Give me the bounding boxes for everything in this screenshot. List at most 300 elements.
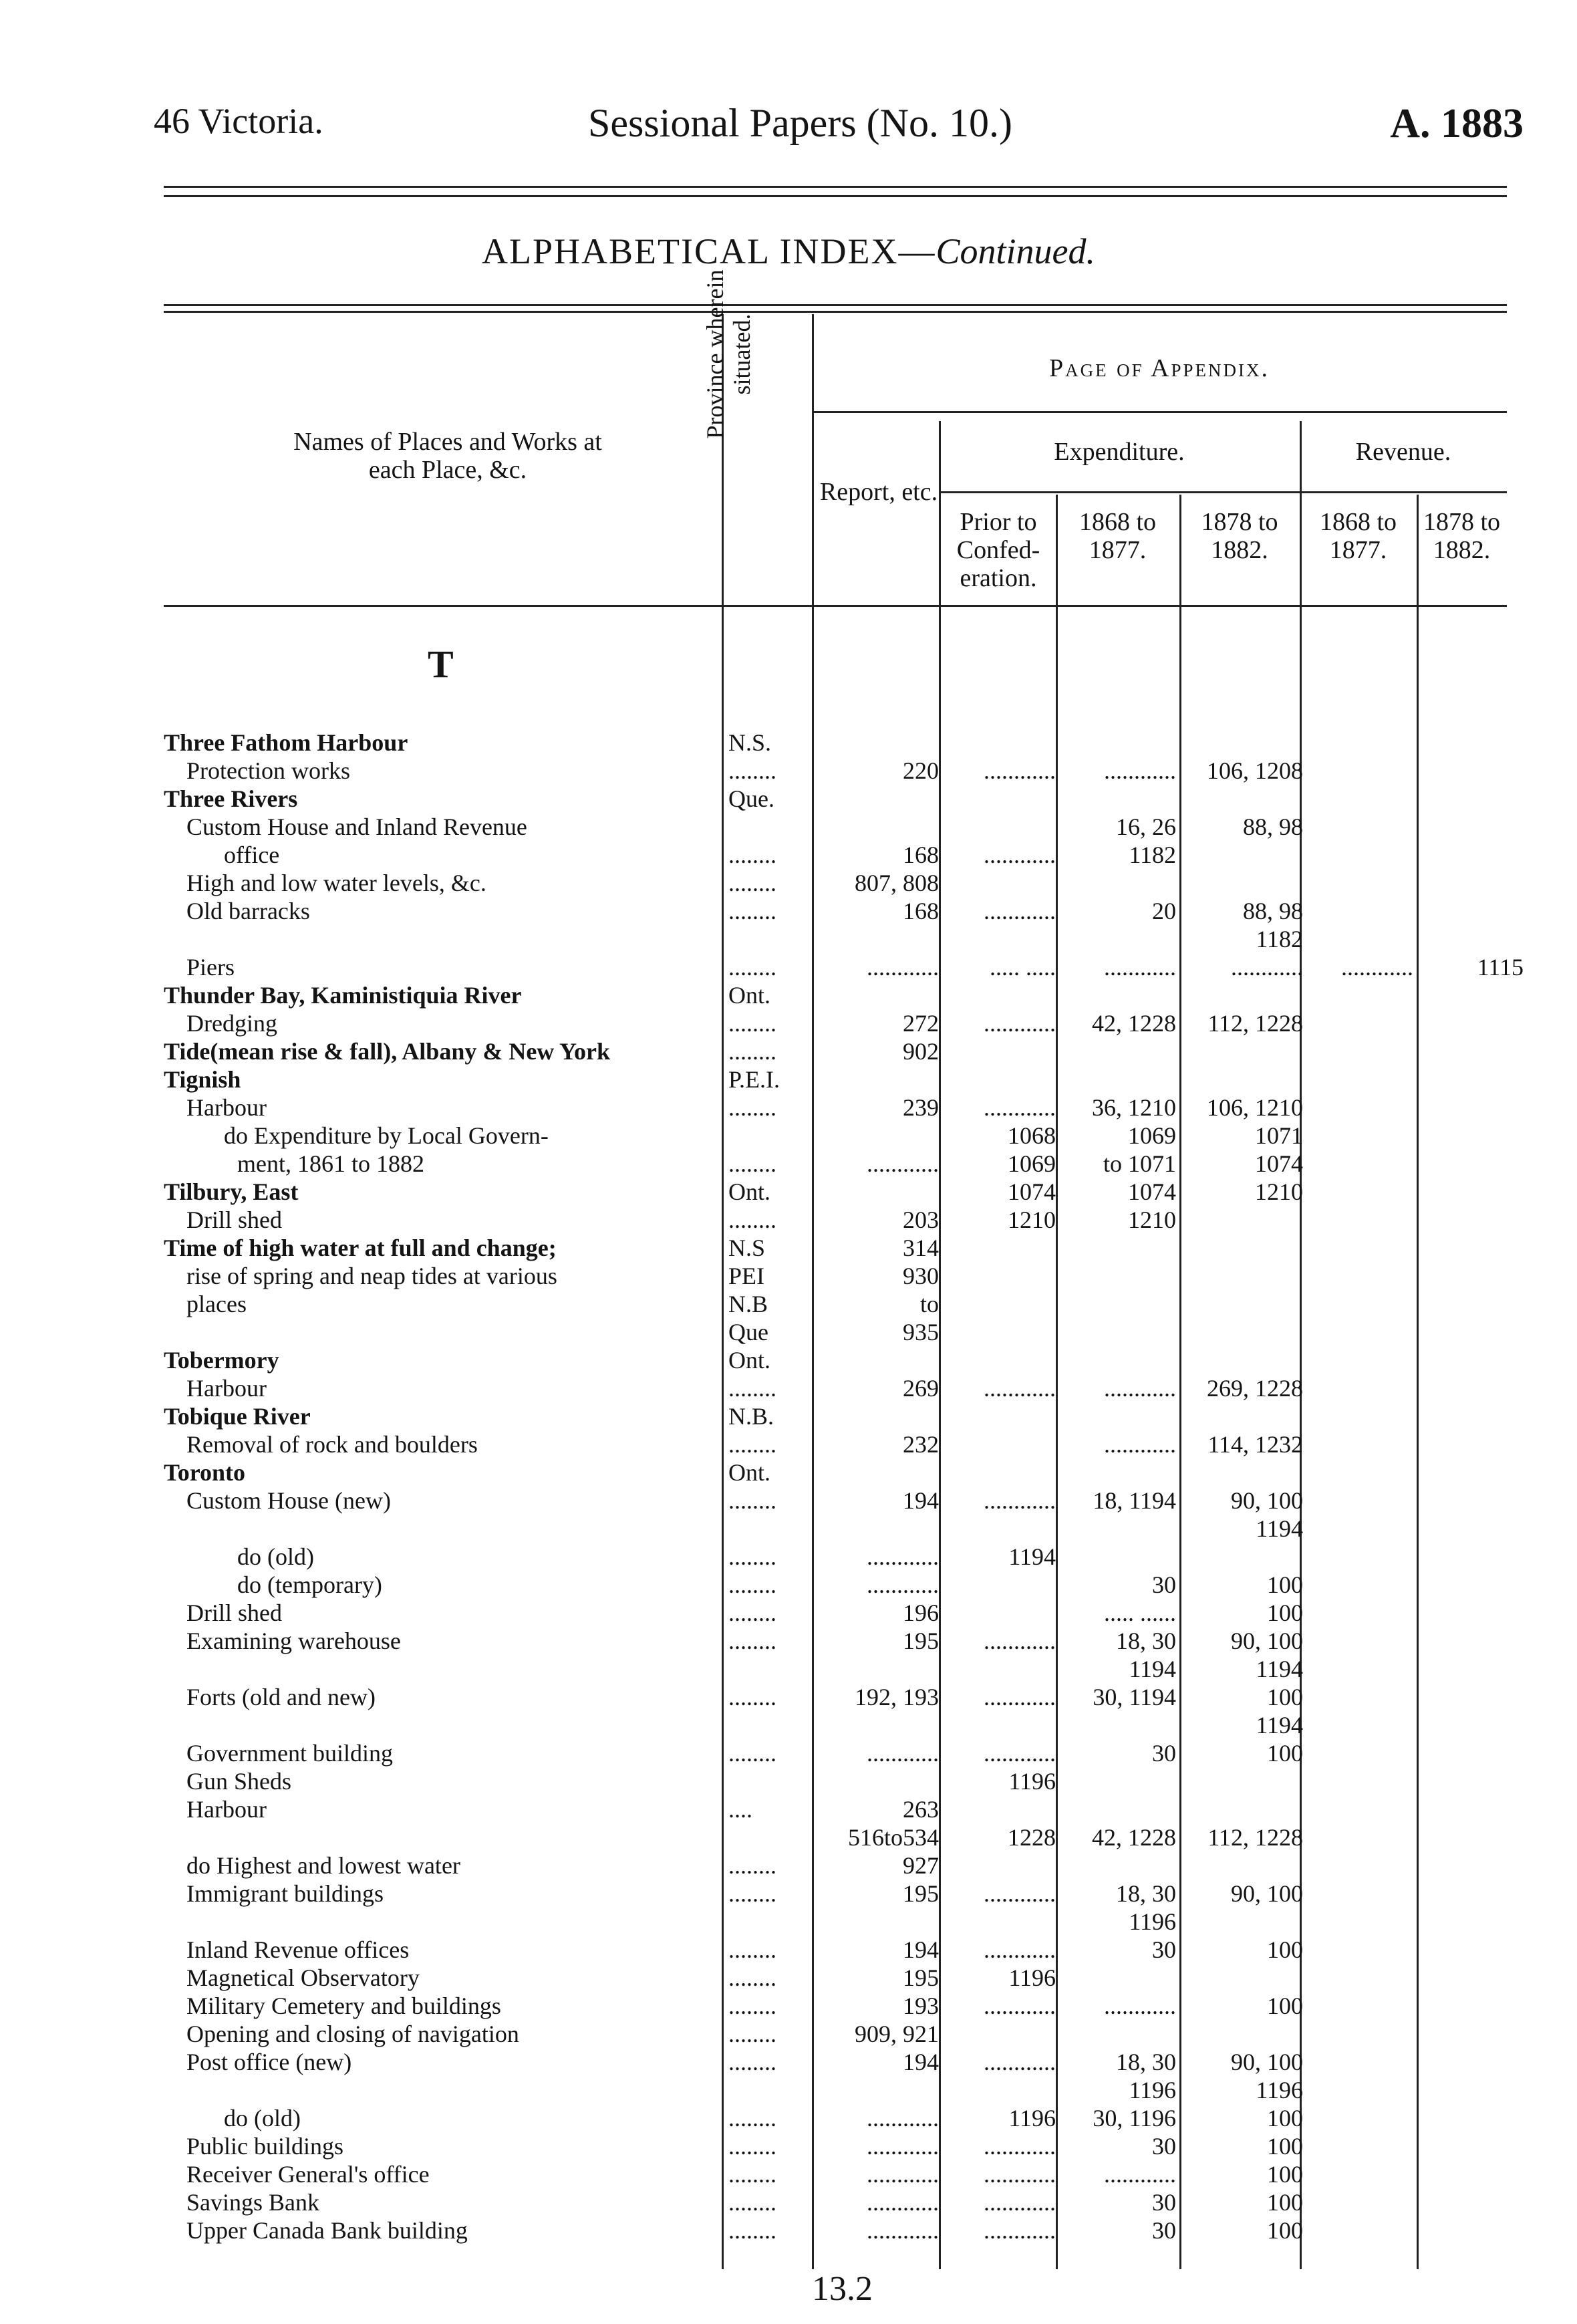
index-row bbox=[0, 841, 1577, 869]
prior-page-cell: 1196 bbox=[1008, 2105, 1056, 2132]
province-cell: ........ bbox=[728, 1880, 776, 1907]
province-cell: ........ bbox=[728, 1487, 776, 1514]
prior-page-cell: ............ bbox=[984, 898, 1056, 924]
entry-name: Government building bbox=[186, 1740, 393, 1767]
expenditure-1878-cell: 1194 bbox=[1256, 1712, 1303, 1738]
province-cell: ........ bbox=[728, 1543, 776, 1570]
province-cell: ........ bbox=[728, 1431, 776, 1458]
expenditure-1878-cell: ............ bbox=[1231, 954, 1303, 981]
expenditure-1878-cell: 1196 bbox=[1256, 2077, 1303, 2103]
province-cell: ........ bbox=[728, 2161, 776, 2188]
province-cell: ........ bbox=[728, 2217, 776, 2244]
entry-name: Forts (old and new) bbox=[186, 1684, 376, 1710]
expenditure-1868-cell: ............ bbox=[1104, 757, 1176, 784]
province-cell: N.S. bbox=[728, 729, 772, 756]
expenditure-1878-cell: 90, 100 bbox=[1231, 1628, 1303, 1654]
entry-name: Military Cemetery and buildings bbox=[186, 1992, 501, 2019]
report-page-cell: 192, 193 bbox=[855, 1684, 939, 1710]
index-row bbox=[0, 1599, 1577, 1627]
entry-name: Drill shed bbox=[186, 1206, 282, 1233]
expenditure-1878-cell: 90, 100 bbox=[1231, 2049, 1303, 2075]
entry-name: do Highest and lowest water bbox=[186, 1852, 460, 1879]
expenditure-1878-cell: 112, 1228 bbox=[1207, 1824, 1303, 1851]
index-title bbox=[0, 231, 1577, 272]
expenditure-1868-cell: 42, 1228 bbox=[1092, 1010, 1176, 1037]
province-cell: P.E.I. bbox=[728, 1066, 780, 1093]
index-row bbox=[0, 1487, 1577, 1515]
index-row bbox=[0, 925, 1577, 953]
table-rule-top-2 bbox=[164, 311, 1507, 313]
report-page-cell: 516to534 bbox=[847, 1824, 939, 1851]
report-page-cell: 239 bbox=[903, 1094, 939, 1121]
prior-page-cell: 1196 bbox=[1008, 1964, 1056, 1991]
index-row bbox=[0, 1402, 1577, 1430]
expenditure-1868-cell: 18, 30 bbox=[1116, 1880, 1176, 1907]
index-row bbox=[0, 869, 1577, 897]
expenditure-1878-cell: 112, 1228 bbox=[1207, 1010, 1303, 1037]
index-row bbox=[0, 2132, 1577, 2160]
report-page-cell: ............ bbox=[867, 1150, 939, 1177]
prior-page-cell: ............ bbox=[984, 1992, 1056, 2019]
entry-name: Tobermory bbox=[164, 1347, 279, 1374]
entry-name: Three Rivers bbox=[164, 785, 298, 812]
expenditure-1878-cell: 100 bbox=[1267, 1684, 1303, 1710]
report-page-cell: ............ bbox=[867, 2133, 939, 2160]
index-row bbox=[0, 1543, 1577, 1571]
report-page-cell: 232 bbox=[903, 1431, 939, 1458]
index-row bbox=[0, 1290, 1577, 1318]
prior-page-cell: ............ bbox=[984, 1628, 1056, 1654]
province-cell: ........ bbox=[728, 1964, 776, 1991]
expenditure-1878-cell: 100 bbox=[1267, 1936, 1303, 1963]
entry-name: Thunder Bay, Kaministiquia River bbox=[164, 982, 522, 1009]
report-page-cell: 168 bbox=[903, 842, 939, 868]
province-cell: ........ bbox=[728, 1094, 776, 1121]
expenditure-1878-cell: 100 bbox=[1267, 2105, 1303, 2132]
province-cell: ........ bbox=[728, 1206, 776, 1233]
index-row bbox=[0, 1178, 1577, 1206]
entry-name: Harbour bbox=[186, 1094, 267, 1121]
index-row bbox=[0, 785, 1577, 813]
expenditure-1868-cell: 18, 1194 bbox=[1093, 1487, 1176, 1514]
expenditure-1878-cell: 100 bbox=[1267, 1599, 1303, 1626]
col-province-header: Province wherein situated. bbox=[702, 269, 755, 439]
expenditure-1878-cell: 269, 1228 bbox=[1207, 1375, 1303, 1402]
province-cell: ........ bbox=[728, 1038, 776, 1065]
report-page-cell: 272 bbox=[903, 1010, 939, 1037]
expenditure-1868-cell: 30, 1194 bbox=[1093, 1684, 1176, 1710]
col-report-header: Report, etc. bbox=[819, 478, 938, 506]
index-row bbox=[0, 1992, 1577, 2020]
expenditure-1878-cell: 106, 1210 bbox=[1207, 1094, 1303, 1121]
entry-name: do (temporary) bbox=[237, 1571, 382, 1598]
entry-name: Old barracks bbox=[186, 898, 310, 924]
prior-page-cell: ............ bbox=[984, 1010, 1056, 1037]
province-cell: ........ bbox=[728, 1740, 776, 1767]
header-rule-bottom bbox=[164, 195, 1507, 197]
entry-name: Tilbury, East bbox=[164, 1178, 299, 1205]
prior-page-cell: ............ bbox=[984, 1740, 1056, 1767]
index-row bbox=[0, 1458, 1577, 1487]
entry-name: Drill shed bbox=[186, 1599, 282, 1626]
expenditure-1878-cell: 1194 bbox=[1256, 1515, 1303, 1542]
revenue-1878-cell: 1115 bbox=[1477, 954, 1524, 981]
entry-name: Upper Canada Bank building bbox=[186, 2217, 468, 2244]
report-page-cell: 930 bbox=[903, 1263, 939, 1289]
col-page-of-appendix-header: Page of Appendix. bbox=[1049, 354, 1270, 382]
entry-name: ment, 1861 to 1882 bbox=[237, 1150, 424, 1177]
index-row bbox=[0, 1683, 1577, 1711]
province-cell: Ont. bbox=[728, 982, 770, 1009]
expenditure-1868-cell: 30 bbox=[1152, 2217, 1176, 2244]
index-row bbox=[0, 1908, 1577, 1936]
report-page-cell: 194 bbox=[903, 2049, 939, 2075]
entry-name: office bbox=[224, 842, 280, 868]
index-row bbox=[0, 1964, 1577, 1992]
expenditure-1878-cell: 1071 bbox=[1255, 1122, 1303, 1149]
prior-page-cell: ............ bbox=[984, 2217, 1056, 2244]
entry-name: Immigrant buildings bbox=[186, 1880, 384, 1907]
col-e1868-header: 1868 to 1877. bbox=[1079, 508, 1157, 564]
expenditure-1878-cell: 106, 1208 bbox=[1207, 757, 1303, 784]
index-row bbox=[0, 1093, 1577, 1122]
expenditure-1868-cell: ............ bbox=[1104, 954, 1176, 981]
entry-name: Piers bbox=[186, 954, 235, 981]
report-page-cell: 196 bbox=[903, 1599, 939, 1626]
expenditure-1868-cell: 1182 bbox=[1129, 842, 1176, 868]
index-row bbox=[0, 1571, 1577, 1599]
table-rule-top bbox=[164, 304, 1507, 306]
index-title-continued: Continued. bbox=[936, 231, 1095, 271]
prior-page-cell: 1068 bbox=[1008, 1122, 1056, 1149]
index-row bbox=[0, 1767, 1577, 1795]
entry-name: Harbour bbox=[186, 1796, 267, 1823]
prior-page-cell: 1074 bbox=[1008, 1178, 1056, 1205]
expenditure-1868-cell: 20 bbox=[1152, 898, 1176, 924]
expenditure-1868-cell: 1196 bbox=[1129, 1908, 1176, 1935]
prior-page-cell: ............ bbox=[984, 757, 1056, 784]
expenditure-1878-cell: 88, 98 bbox=[1243, 898, 1303, 924]
report-page-cell: ............ bbox=[867, 1571, 939, 1598]
entry-name: Magnetical Observatory bbox=[186, 1964, 420, 1991]
index-row bbox=[0, 1515, 1577, 1543]
province-cell: Que. bbox=[728, 785, 774, 812]
col-revenue-header: Revenue. bbox=[1355, 438, 1451, 466]
col-expenditure-header: Expenditure. bbox=[1054, 438, 1185, 466]
col-e1878-header: 1878 to 1882. bbox=[1201, 508, 1278, 564]
report-page-cell: ............ bbox=[867, 954, 939, 981]
entry-name: Tide(mean rise & fall), Albany & New York bbox=[164, 1038, 610, 1065]
expenditure-1868-cell: 16, 26 bbox=[1116, 813, 1176, 840]
expenditure-1868-cell: to 1071 bbox=[1103, 1150, 1176, 1177]
index-row bbox=[0, 1150, 1577, 1178]
province-cell: Que bbox=[728, 1319, 768, 1345]
index-row bbox=[0, 1262, 1577, 1290]
prior-page-cell: 1210 bbox=[1008, 1206, 1056, 1233]
report-page-cell: ............ bbox=[867, 2161, 939, 2188]
index-row bbox=[0, 757, 1577, 785]
expenditure-1868-cell: ............ bbox=[1104, 1431, 1176, 1458]
report-page-cell: 203 bbox=[903, 1206, 939, 1233]
page-footer-number: 13.2 bbox=[812, 2270, 873, 2308]
col-names-header: Names of Places and Works at each Place, &c. bbox=[293, 428, 602, 484]
expenditure-1868-cell: ..... ...... bbox=[1104, 1599, 1176, 1626]
index-row bbox=[0, 2076, 1577, 2104]
col-prior-header: Prior to Confed- eration. bbox=[956, 508, 1040, 592]
province-cell: Ont. bbox=[728, 1347, 770, 1374]
prior-page-cell: ............ bbox=[984, 1487, 1056, 1514]
expenditure-1878-cell: 100 bbox=[1267, 2217, 1303, 2244]
report-page-cell: 269 bbox=[903, 1375, 939, 1402]
report-page-cell: ............ bbox=[867, 2189, 939, 2216]
report-page-cell: 927 bbox=[903, 1852, 939, 1879]
expenditure-1878-cell: 90, 100 bbox=[1231, 1487, 1303, 1514]
report-page-cell: 935 bbox=[903, 1319, 939, 1345]
entry-name: Time of high water at full and change; bbox=[164, 1235, 557, 1261]
prior-page-cell: 1194 bbox=[1008, 1543, 1056, 1570]
report-page-cell: 195 bbox=[903, 1880, 939, 1907]
expenditure-1868-cell: 30 bbox=[1152, 2133, 1176, 2160]
province-cell: ........ bbox=[728, 1150, 776, 1177]
expenditure-1868-cell: 36, 1210 bbox=[1092, 1094, 1176, 1121]
header-year: A. 1883 bbox=[1390, 101, 1524, 146]
index-row bbox=[0, 1009, 1577, 1037]
province-cell: ........ bbox=[728, 870, 776, 896]
report-page-cell: ............ bbox=[867, 2105, 939, 2132]
province-cell: .... bbox=[728, 1796, 752, 1823]
report-page-cell: to bbox=[919, 1291, 939, 1317]
index-row bbox=[0, 2104, 1577, 2132]
province-cell: ........ bbox=[728, 1375, 776, 1402]
index-row bbox=[0, 2048, 1577, 2076]
province-cell: N.S bbox=[728, 1235, 766, 1261]
index-row bbox=[0, 1374, 1577, 1402]
entry-name: Gun Sheds bbox=[186, 1768, 292, 1795]
entry-name: Custom House and Inland Revenue bbox=[186, 813, 527, 840]
expenditure-1868-cell: 1074 bbox=[1128, 1178, 1176, 1205]
province-cell: ........ bbox=[728, 898, 776, 924]
prior-page-cell: ............ bbox=[984, 2189, 1056, 2216]
index-row bbox=[0, 2216, 1577, 2244]
expenditure-1878-cell: 100 bbox=[1267, 2133, 1303, 2160]
prior-page-cell: ............ bbox=[984, 2133, 1056, 2160]
prior-page-cell: ............ bbox=[984, 1375, 1056, 1402]
expenditure-1868-cell: 30, 1196 bbox=[1093, 2105, 1176, 2132]
expenditure-1868-cell: 1210 bbox=[1128, 1206, 1176, 1233]
index-row bbox=[0, 1037, 1577, 1065]
province-cell: ........ bbox=[728, 1628, 776, 1654]
expenditure-1868-cell: 42, 1228 bbox=[1092, 1824, 1176, 1851]
entry-name: places bbox=[186, 1291, 247, 1317]
report-page-cell: 194 bbox=[903, 1487, 939, 1514]
index-row bbox=[0, 2020, 1577, 2048]
index-row bbox=[0, 1795, 1577, 1823]
index-row bbox=[0, 1739, 1577, 1767]
index-row bbox=[0, 1936, 1577, 1964]
index-row bbox=[0, 1206, 1577, 1234]
index-row bbox=[0, 1122, 1577, 1150]
province-cell: ........ bbox=[728, 1010, 776, 1037]
header-rule-top bbox=[164, 186, 1507, 188]
entry-name: Removal of rock and boulders bbox=[186, 1431, 478, 1458]
report-page-cell: 220 bbox=[903, 757, 939, 784]
entry-name: High and low water levels, &c. bbox=[186, 870, 486, 896]
expenditure-1878-cell: 100 bbox=[1267, 2161, 1303, 2188]
prior-page-cell: ............ bbox=[984, 1094, 1056, 1121]
header-session: 46 Victoria. bbox=[154, 101, 323, 141]
index-row bbox=[0, 1318, 1577, 1346]
entry-name: do (old) bbox=[237, 1543, 314, 1570]
entry-name: Tobique River bbox=[164, 1403, 311, 1430]
province-cell: Ont. bbox=[728, 1178, 770, 1205]
expenditure-1868-cell: 30 bbox=[1152, 1740, 1176, 1767]
entry-name: Inland Revenue offices bbox=[186, 1936, 410, 1963]
expenditure-1868-cell: 1069 bbox=[1128, 1122, 1176, 1149]
report-page-cell: ............ bbox=[867, 2217, 939, 2244]
province-cell: ........ bbox=[728, 2189, 776, 2216]
index-row bbox=[0, 2188, 1577, 2216]
expenditure-1878-cell: 1074 bbox=[1255, 1150, 1303, 1177]
expenditure-1878-cell: 100 bbox=[1267, 2189, 1303, 2216]
report-page-cell: 194 bbox=[903, 1936, 939, 1963]
province-cell: ........ bbox=[728, 757, 776, 784]
index-row bbox=[0, 981, 1577, 1009]
expenditure-1868-cell: 30 bbox=[1152, 2189, 1176, 2216]
page-header bbox=[154, 100, 1524, 154]
index-row bbox=[0, 1430, 1577, 1458]
index-row bbox=[0, 1851, 1577, 1880]
expenditure-rule bbox=[939, 491, 1507, 493]
report-page-cell: ............ bbox=[867, 1543, 939, 1570]
report-page-cell: 168 bbox=[903, 898, 939, 924]
col-r1868-header: 1868 to 1877. bbox=[1319, 508, 1397, 564]
prior-page-cell: 1069 bbox=[1008, 1150, 1056, 1177]
province-cell: ........ bbox=[728, 954, 776, 981]
entry-name: Opening and closing of navigation bbox=[186, 2021, 519, 2047]
prior-page-cell: ............ bbox=[984, 2161, 1056, 2188]
expenditure-1878-cell: 1194 bbox=[1256, 1656, 1303, 1682]
prior-page-cell: ............ bbox=[984, 2049, 1056, 2075]
expenditure-1868-cell: 18, 30 bbox=[1116, 1628, 1176, 1654]
expenditure-1878-cell: 114, 1232 bbox=[1207, 1431, 1303, 1458]
entry-name: Examining warehouse bbox=[186, 1628, 401, 1654]
expenditure-1878-cell: 1210 bbox=[1255, 1178, 1303, 1205]
province-cell: ........ bbox=[728, 2133, 776, 2160]
expenditure-1868-cell: 18, 30 bbox=[1116, 2049, 1176, 2075]
province-cell: ........ bbox=[728, 2049, 776, 2075]
province-cell: ........ bbox=[728, 842, 776, 868]
entry-name: do (old) bbox=[224, 2105, 301, 2132]
entry-name: Receiver General's office bbox=[186, 2161, 430, 2188]
expenditure-1878-cell: 1182 bbox=[1256, 926, 1303, 952]
index-row bbox=[0, 1880, 1577, 1908]
appendix-rule bbox=[812, 411, 1507, 413]
entry-name: Public buildings bbox=[186, 2133, 344, 2160]
report-page-cell: 195 bbox=[903, 1628, 939, 1654]
header-title: Sessional Papers (No. 10.) bbox=[588, 101, 1012, 145]
expenditure-1878-cell: 90, 100 bbox=[1231, 1880, 1303, 1907]
revenue-1868-cell: ............ bbox=[1341, 954, 1413, 981]
report-page-cell: 909, 921 bbox=[855, 2021, 939, 2047]
province-cell: N.B bbox=[728, 1291, 768, 1317]
entry-name: Custom House (new) bbox=[186, 1487, 391, 1514]
province-cell: ........ bbox=[728, 1599, 776, 1626]
index-row bbox=[0, 1234, 1577, 1262]
province-cell: N.B. bbox=[728, 1403, 774, 1430]
index-row bbox=[0, 1655, 1577, 1683]
col-r1878-header: 1878 to 1882. bbox=[1423, 508, 1501, 564]
report-page-cell: 807, 808 bbox=[855, 870, 939, 896]
province-cell: PEI bbox=[728, 1263, 764, 1289]
entry-name: Toronto bbox=[164, 1459, 246, 1486]
province-cell: ........ bbox=[728, 2105, 776, 2132]
entry-name: Post office (new) bbox=[186, 2049, 352, 2075]
expenditure-1868-cell: 30 bbox=[1152, 1936, 1176, 1963]
expenditure-1878-cell: 100 bbox=[1267, 1992, 1303, 2019]
expenditure-1868-cell: 1196 bbox=[1129, 2077, 1176, 2103]
entry-name: do Expenditure by Local Govern- bbox=[224, 1122, 549, 1149]
prior-page-cell: ............ bbox=[984, 1936, 1056, 1963]
index-row bbox=[0, 897, 1577, 925]
report-page-cell: 902 bbox=[903, 1038, 939, 1065]
entry-name: Three Fathom Harbour bbox=[164, 729, 408, 756]
section-letter: T bbox=[428, 642, 454, 686]
index-row bbox=[0, 729, 1577, 757]
index-row bbox=[0, 1823, 1577, 1851]
entry-name: Tignish bbox=[164, 1066, 241, 1093]
province-cell: ........ bbox=[728, 2021, 776, 2047]
prior-page-cell: ............ bbox=[984, 1684, 1056, 1710]
entry-name: rise of spring and neap tides at various bbox=[186, 1263, 557, 1289]
report-page-cell: ............ bbox=[867, 1740, 939, 1767]
index-row bbox=[0, 2160, 1577, 2188]
province-cell: Ont. bbox=[728, 1459, 770, 1486]
report-page-cell: 314 bbox=[903, 1235, 939, 1261]
index-title-main: ALPHABETICAL INDEX— bbox=[482, 231, 936, 271]
expenditure-1868-cell: 1194 bbox=[1129, 1656, 1176, 1682]
index-row bbox=[0, 1065, 1577, 1093]
expenditure-1868-cell: 30 bbox=[1152, 1571, 1176, 1598]
entry-name: Harbour bbox=[186, 1375, 267, 1402]
table-header-rule bbox=[164, 605, 1507, 607]
report-page-cell: 263 bbox=[903, 1796, 939, 1823]
index-row bbox=[0, 813, 1577, 841]
prior-page-cell: ............ bbox=[984, 842, 1056, 868]
expenditure-1878-cell: 100 bbox=[1267, 1571, 1303, 1598]
entry-name: Savings Bank bbox=[186, 2189, 320, 2216]
expenditure-1878-cell: 100 bbox=[1267, 1740, 1303, 1767]
prior-page-cell: 1228 bbox=[1008, 1824, 1056, 1851]
province-cell: ........ bbox=[728, 1936, 776, 1963]
expenditure-1868-cell: ............ bbox=[1104, 1992, 1176, 2019]
report-page-cell: 193 bbox=[903, 1992, 939, 2019]
index-row bbox=[0, 953, 1577, 981]
expenditure-1868-cell: ............ bbox=[1104, 2161, 1176, 2188]
expenditure-1878-cell: 88, 98 bbox=[1243, 813, 1303, 840]
province-cell: ........ bbox=[728, 1852, 776, 1879]
index-row bbox=[0, 1627, 1577, 1655]
index-row bbox=[0, 1711, 1577, 1739]
entry-name: Protection works bbox=[186, 757, 350, 784]
province-cell: ........ bbox=[728, 1571, 776, 1598]
province-cell: ........ bbox=[728, 1684, 776, 1710]
prior-page-cell: 1196 bbox=[1008, 1768, 1056, 1795]
report-page-cell: 195 bbox=[903, 1964, 939, 1991]
expenditure-1868-cell: ............ bbox=[1104, 1375, 1176, 1402]
index-row bbox=[0, 1346, 1577, 1374]
prior-page-cell: ..... ..... bbox=[990, 954, 1056, 981]
prior-page-cell: ............ bbox=[984, 1880, 1056, 1907]
